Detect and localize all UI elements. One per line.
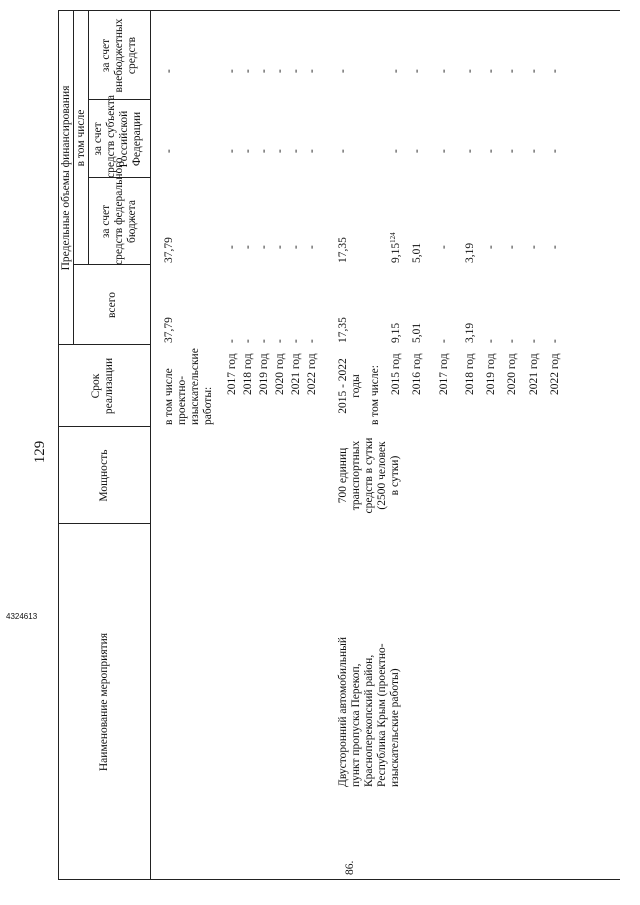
- item-capacity-line4: (2500 человек: [376, 441, 388, 510]
- block1-year-total: -: [226, 339, 238, 343]
- item-year-regional: -: [411, 149, 423, 153]
- header-federal-line1: за счет: [100, 204, 112, 239]
- block1-year-extra: -: [290, 69, 302, 73]
- header-extra-line2: внебюджетных: [113, 18, 125, 93]
- item-year-total: -: [506, 339, 518, 343]
- item-capacity-line3: средств в сутки: [363, 437, 375, 514]
- document-code: 4324613: [6, 612, 38, 621]
- block1-year-federal: -: [274, 245, 286, 249]
- item-term-line2: годы: [350, 374, 362, 398]
- item-year-extra: -: [438, 69, 450, 73]
- item-year-federal: -: [438, 245, 450, 249]
- block1-year-total: -: [274, 339, 286, 343]
- block1-year-extra: -: [242, 69, 254, 73]
- block1-year-regional: -: [258, 149, 270, 153]
- item-year-federal: 5,01: [411, 242, 423, 263]
- item-year-federal: -: [485, 245, 497, 249]
- item-year-total: 9,15: [390, 322, 402, 343]
- item-year-label: 2021 год: [528, 353, 540, 395]
- header-including: в том числе: [75, 109, 87, 167]
- block1-year-label: 2020 год: [274, 353, 286, 395]
- header-regional-line2: средств субъекта: [105, 95, 117, 178]
- limits-underline: [73, 11, 74, 345]
- item-name-line3: Красноперекопский район,: [363, 654, 375, 787]
- item-year-regional: -: [549, 149, 561, 153]
- block1-year-regional: -: [306, 149, 318, 153]
- block1-year-federal: -: [290, 245, 302, 249]
- block1-term-line1: в том числе: [163, 368, 175, 425]
- block1-term-line4: работы:: [202, 386, 214, 425]
- item-name-line5: изыскательские работы): [389, 668, 401, 787]
- header-extra-line3: средств: [126, 36, 138, 75]
- item-year-label: 2015 год: [390, 353, 402, 395]
- item-capacity-line5: в сутки): [389, 455, 401, 496]
- block1-term-line2: проектно-: [176, 375, 188, 425]
- block1-year-label: 2018 год: [242, 353, 254, 395]
- item-year-label: 2016 год: [411, 353, 423, 395]
- item-year-regional: -: [390, 149, 402, 153]
- block1-year-label: 2021 год: [290, 353, 302, 395]
- block1-year-federal: -: [258, 245, 270, 249]
- footnote-marker: 124: [389, 232, 397, 243]
- item-including-label: в том числе:: [369, 365, 381, 425]
- block1-total: 37,79: [163, 317, 175, 343]
- item-year-extra: -: [464, 69, 476, 73]
- item-regional: -: [337, 149, 349, 153]
- block1-year-total: -: [258, 339, 270, 343]
- block1-federal: 37,79: [163, 237, 175, 263]
- item-number: 86.: [344, 860, 356, 875]
- block1-year-regional: -: [290, 149, 302, 153]
- item-year-label: 2018 год: [464, 353, 476, 395]
- header-extra-line1: за счет: [100, 38, 112, 73]
- item-year-regional: -: [438, 149, 450, 153]
- header-term-line2: реализации: [103, 357, 115, 415]
- block1-year-label: 2019 год: [258, 353, 270, 395]
- item-year-label: 2017 год: [438, 353, 450, 395]
- table-right-border: [58, 10, 620, 11]
- block1-year-extra: -: [258, 69, 270, 73]
- item-year-extra: -: [485, 69, 497, 73]
- page-number: 129: [32, 440, 48, 464]
- table-top-border: [58, 10, 59, 880]
- block1-year-total: -: [306, 339, 318, 343]
- item-name-line1: Двусторонний автомобильный: [337, 636, 349, 787]
- header-regional-line3: Российской: [118, 110, 130, 168]
- item-year-regional: -: [506, 149, 518, 153]
- item-year-extra: -: [506, 69, 518, 73]
- block1-year-label: 2022 год: [306, 353, 318, 395]
- item-total: 17,35: [337, 317, 349, 343]
- block1-year-regional: -: [226, 149, 238, 153]
- header-total: всего: [106, 292, 118, 318]
- header-name: Наименование мероприятия: [98, 632, 110, 772]
- item-year-total: -: [549, 339, 561, 343]
- item-year-regional: -: [528, 149, 540, 153]
- item-year-label: 2019 год: [485, 353, 497, 395]
- block1-year-total: -: [290, 339, 302, 343]
- item-year-regional: -: [485, 149, 497, 153]
- table-left-border: [58, 879, 620, 880]
- item-extra: -: [337, 69, 349, 73]
- including-underline: [88, 11, 89, 265]
- item-capacity-line2: транспортных: [350, 440, 362, 511]
- item-year-extra: -: [390, 69, 402, 73]
- item-year-total: -: [485, 339, 497, 343]
- header-bottom-border: [150, 10, 151, 880]
- item-year-total: 3,19: [464, 322, 476, 343]
- item-year-regional: -: [464, 149, 476, 153]
- item-year-federal: -: [528, 245, 540, 249]
- item-year-federal: [390, 232, 403, 263]
- block1-year-federal: -: [226, 245, 238, 249]
- header-capacity: Мощность: [98, 449, 110, 502]
- block1-term-line3: изыскательские: [189, 348, 201, 425]
- item-capacity-line1: 700 единиц: [337, 447, 349, 504]
- item-year-federal: 3,19: [464, 242, 476, 263]
- item-year-label: 2022 год: [549, 353, 561, 395]
- block1-year-extra: -: [226, 69, 238, 73]
- block1-year-total: -: [242, 339, 254, 343]
- block1-extra: -: [163, 69, 175, 73]
- block1-year-federal: -: [306, 245, 318, 249]
- block1-year-label: 2017 год: [226, 353, 238, 395]
- block1-year-extra: -: [274, 69, 286, 73]
- header-term-line1: Срок: [90, 373, 102, 399]
- item-year-extra: -: [549, 69, 561, 73]
- header-limits: Предельные объемы финансирования: [60, 85, 72, 271]
- item-year-extra: -: [411, 69, 423, 73]
- header-regional-line1: за счет: [92, 122, 104, 156]
- block1-regional: -: [163, 149, 175, 153]
- block1-year-extra: -: [306, 69, 318, 73]
- item-year-federal-value: 9,15: [390, 242, 402, 263]
- item-year-federal: -: [549, 245, 561, 249]
- item-year-federal: -: [506, 245, 518, 249]
- item-federal: 17,35: [337, 237, 349, 263]
- item-name-line4: Республика Крым (проектно-: [376, 643, 388, 787]
- item-year-total: -: [528, 339, 540, 343]
- item-year-total: -: [438, 339, 450, 343]
- item-year-total: 5,01: [411, 322, 423, 343]
- block1-year-regional: -: [242, 149, 254, 153]
- header-regional-line4: Федерации: [131, 111, 143, 167]
- item-term-line1: 2015 - 2022: [337, 358, 349, 414]
- block1-year-federal: -: [242, 245, 254, 249]
- block1-year-regional: -: [274, 149, 286, 153]
- header-federal-line2: средств федерального: [113, 157, 125, 265]
- item-year-label: 2020 год: [506, 353, 518, 395]
- item-name-line2: пункт пропуска Перекоп,: [350, 663, 362, 787]
- item-year-extra: -: [528, 69, 540, 73]
- header-federal-line3: бюджета: [126, 200, 138, 243]
